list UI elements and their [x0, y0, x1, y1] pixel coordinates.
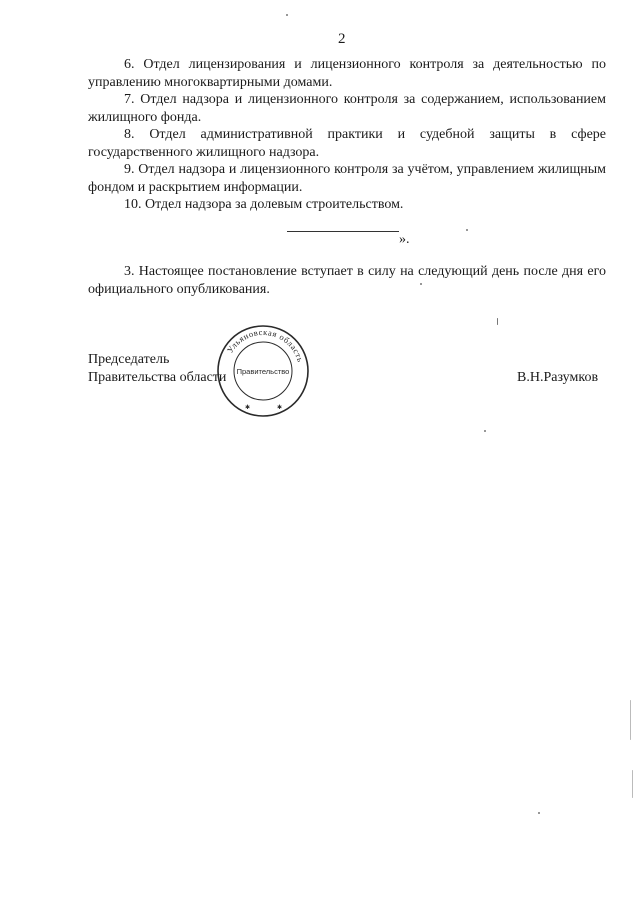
seal-center-text: Правительство: [236, 367, 290, 376]
signatory-name: В.Н.Разумков: [517, 370, 599, 385]
list-item: 10. Отдел надзора за долевым строительством.: [124, 197, 404, 212]
scan-speck: [286, 14, 288, 16]
list-item: 6. Отдел лицензирования и лицензионного контроля за деятельностью по управлению многоквартирными домами.: [88, 57, 606, 90]
closing-quote: ».: [399, 232, 410, 247]
scan-speck: [466, 229, 468, 231]
list-item: 8. Отдел административной практики и судебной защиты в сфере государственного жилищного надзора.: [88, 127, 606, 160]
page-number: 2: [338, 31, 346, 47]
scan-speck: [497, 318, 498, 325]
scan-edge-mark: [630, 700, 631, 740]
seal-graphic: [215, 323, 311, 419]
scan-edge-mark: [632, 770, 633, 798]
scan-speck: [538, 812, 540, 814]
clause-3: 3. Настоящее постановление вступает в силу на следующий день после дня его официального опубликования.: [88, 264, 606, 297]
seal-outer-text: Ульяновская область: [224, 326, 306, 364]
seal-star-icon: ✱: [245, 405, 251, 411]
signature-title: [88, 351, 226, 387]
signature-title-line2: Правительства области: [88, 370, 227, 385]
list-item: 9. Отдел надзора и лицензионного контроля за учётом, управлением жилищным фондом и раскрытием информации.: [88, 162, 606, 195]
scan-speck: [420, 283, 422, 285]
blank-underline: [287, 231, 399, 232]
seal-star-icon: ✱: [277, 405, 283, 411]
signature-title-line1: Председатель: [88, 352, 170, 367]
official-seal: [215, 323, 311, 424]
list-item: 7. Отдел надзора и лицензионного контроля за содержанием, использованием жилищного фонда.: [88, 92, 606, 125]
scan-speck: [484, 430, 486, 432]
